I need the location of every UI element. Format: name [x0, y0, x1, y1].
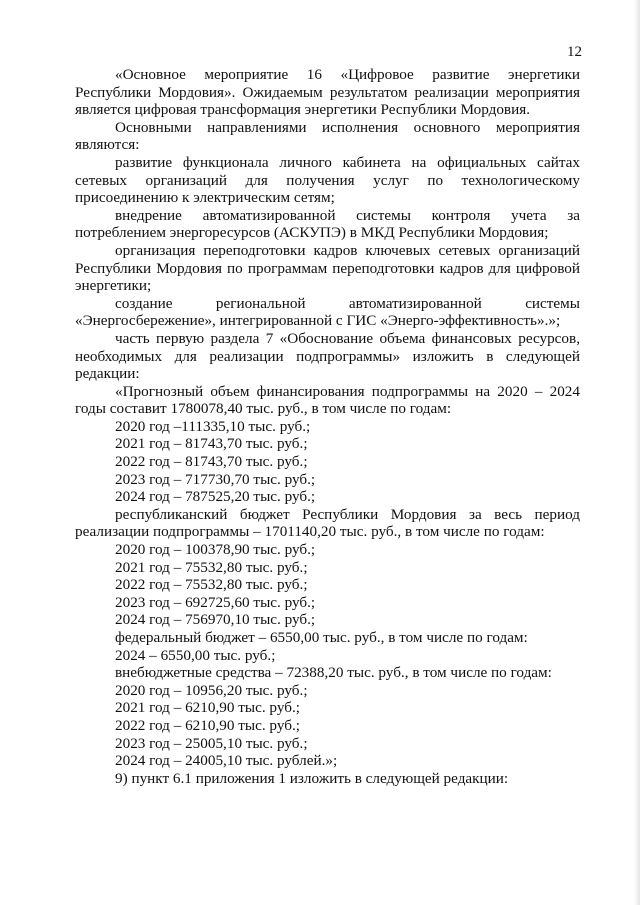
paragraph-direction-retraining: организация переподготовки кадров ключевых сетевых организаций Республики Мордовия по программам переподготовки кадров для цифровой энергетики;	[75, 241, 580, 295]
extrabudget-line: внебюджетные средства – 72388,20 тыс. руб., в том числе по годам:	[115, 664, 552, 682]
extrabudget-year-line: 2024 год – 24005,10 тыс. рублей.»;	[115, 752, 338, 770]
closing-instruction-line: 9) пункт 6.1 приложения 1 изложить в следующей редакции:	[115, 769, 509, 787]
extrabudget-year-line: 2023 год – 25005,10 тыс. руб.;	[115, 734, 308, 752]
republican-year-line: 2021 год – 75532,80 тыс. руб.;	[115, 558, 308, 576]
extrabudget-year-line: 2020 год – 10956,20 тыс. руб.;	[115, 681, 308, 699]
republican-year-line: 2022 год – 75532,80 тыс. руб.;	[115, 576, 308, 594]
total-year-line: 2024 год – 787525,20 тыс. руб.;	[115, 488, 316, 506]
paragraph-republican-budget: республиканский бюджет Республики Мордовия за весь период реализации подпрограммы – 1701140,20 тыс. руб., в том числе по годам:	[75, 505, 580, 541]
extrabudget-year-line: 2022 год – 6210,90 тыс. руб.;	[115, 716, 300, 734]
total-year-line: 2023 год – 717730,70 тыс. руб.;	[115, 470, 316, 488]
document-body	[75, 66, 580, 787]
page-edge-shadow	[634, 0, 640, 905]
republican-year-line: 2020 год – 100378,90 тыс. руб.;	[115, 541, 316, 559]
extrabudget-year-line: 2021 год – 6210,90 тыс. руб.;	[115, 699, 300, 717]
federal-budget-line: федеральный бюджет – 6550,00 тыс. руб., в том числе по годам:	[115, 629, 528, 646]
paragraph-total-financing: «Прогнозный объем финансирования подпрограммы на 2020 – 2024 годы составит 1780078,40 тыс. руб., в том числе по годам:	[75, 382, 580, 418]
paragraph-directions-intro: Основными направлениями исполнения основного мероприятия являются:	[75, 118, 580, 154]
total-year-line: 2022 год – 81743,70 тыс. руб.;	[115, 453, 308, 471]
paragraph-main-event-16: «Основное мероприятие 16 «Цифровое развитие энергетики Республики Мордовия». Ожидаемым результатом реализации мероприятия является цифровая трансформация энергетики Республики Мордовия.	[75, 66, 580, 119]
republican-year-line: 2023 год – 692725,60 тыс. руб.;	[115, 593, 316, 611]
paragraph-direction-personal-account: развитие функционала личного кабинета на официальных сайтах сетевых организаций для получения услуг по технологическому присоединению к электрическим сетям;	[75, 153, 580, 207]
paragraph-direction-askupe: внедрение автоматизированной системы контроля учета за потреблением энергоресурсов (АСКУПЭ) в МКД Республики Мордовия;	[75, 206, 580, 242]
federal-year-line: 2024 – 6550,00 тыс. руб.;	[115, 646, 276, 664]
total-year-line: 2021 год – 81743,70 тыс. руб.;	[115, 435, 308, 453]
paragraph-direction-energy-saving-system: создание региональной автоматизированной системы «Энергосбережение», интегрированной с ГИС «Энерго-эффективность».»;	[75, 294, 580, 330]
total-year-line: 2020 год –111335,10 тыс. руб.;	[115, 417, 311, 435]
republican-year-line: 2024 год – 756970,10 тыс. руб.;	[115, 611, 316, 629]
paragraph-section-7-amendment: часть первую раздела 7 «Обоснование объема финансовых ресурсов, необходимых для реализации подпрограммы» изложить в следующей редакции:	[75, 329, 580, 383]
page-number: 12	[567, 44, 582, 60]
